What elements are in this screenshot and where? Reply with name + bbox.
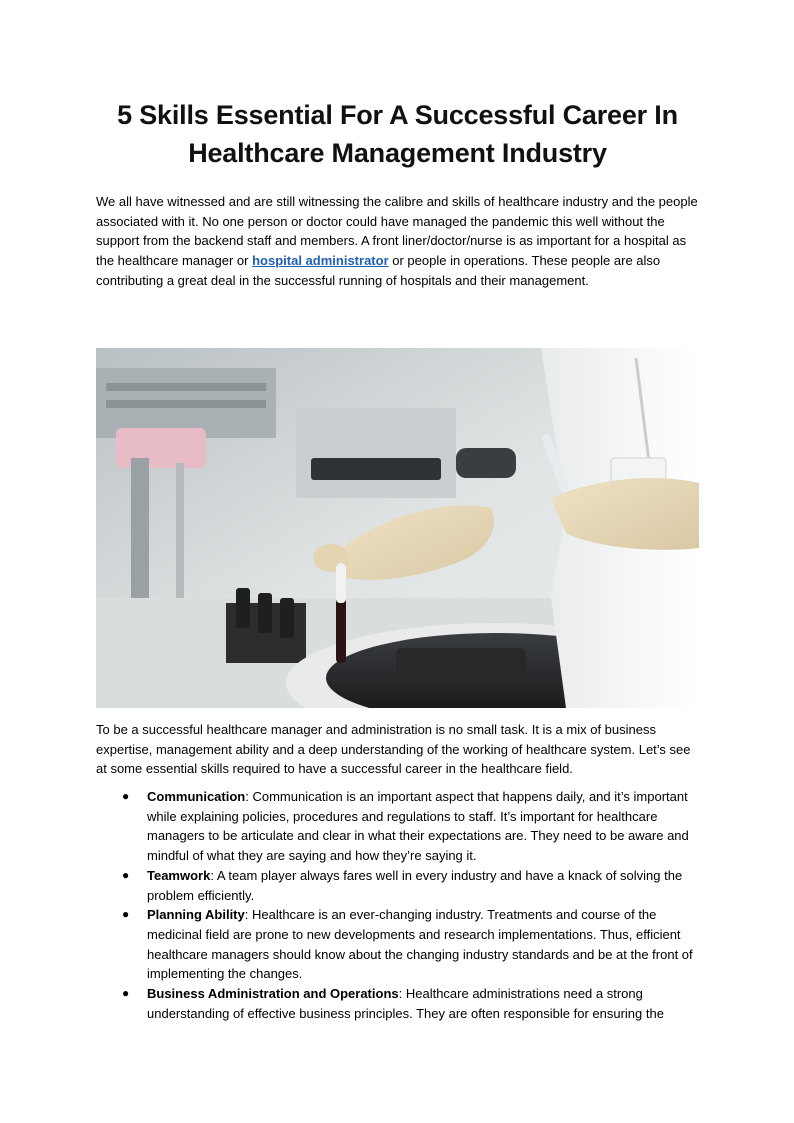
document-page bbox=[96, 0, 699, 1021]
skill-name: Communication bbox=[147, 789, 246, 804]
body-paragraph: To be a successful healthcare manager and administration is no small task. It is a mix of business expertise, management ability and a deep understanding of the working of healthcare system. Let’s see at some essential skills required to have a successful career in the healthcare field. bbox=[96, 722, 691, 777]
skill-name: Teamwork bbox=[147, 867, 211, 883]
skill-description: : Communication is an important aspect that happens daily, and it’s important while explaining policies, procedures and regulations to staff. It’s important for healthcare managers to be articulate and clear in what their expectations are. They need to be aware and mindful of what they are saying and how they’re saying it. bbox=[147, 789, 689, 864]
skill-description: : A team player always fares well in every industry and have a knack of solving the problem efficiently. bbox=[147, 867, 683, 903]
lab-photo bbox=[96, 348, 699, 708]
intro-text-start: We all have witnessed and are still witnessing the calibre and skills of healthcare industry and the people associated with it. No one person or doctor could have managed the pandemic this well without the support from the backend staff and members. A front liner/doctor/nurse is as important for a hospital as the healthcare manager or bbox=[96, 194, 698, 269]
bullet-icon: ● bbox=[122, 907, 130, 922]
skill-name: Business Administration and Operations bbox=[147, 986, 399, 1002]
intro-paragraph bbox=[96, 192, 699, 291]
list-item bbox=[96, 866, 699, 905]
skills-list bbox=[96, 787, 699, 1023]
hospital-administrator-link[interactable]: hospital administrator bbox=[252, 253, 389, 269]
skill-name: Planning Ability bbox=[147, 907, 245, 923]
bullet-icon: ● bbox=[122, 789, 130, 803]
bullet-icon: ● bbox=[122, 986, 130, 1001]
list-item bbox=[96, 984, 699, 1023]
skill-description: : Healthcare is an ever-changing industry. Treatments and course of the medicinal field are prone to new developments and research implementations. Thus, efficient healthcare managers should know about the changing industry standards and be at the front of implementing the changes. bbox=[147, 907, 693, 982]
list-item bbox=[96, 905, 699, 984]
list-item bbox=[96, 787, 699, 866]
bullet-icon: ● bbox=[122, 867, 130, 882]
skill-description: : Healthcare administrations need a strong understanding of effective business principles. They are often responsible for ensuring the bbox=[147, 986, 664, 1021]
intro-text-end: or people in operations. These people are also contributing a great deal in the successful running of hospitals and their management. bbox=[96, 253, 661, 288]
article-title: 5 Skills Essential For A Successful Career In Healthcare Management Industry bbox=[117, 100, 678, 168]
